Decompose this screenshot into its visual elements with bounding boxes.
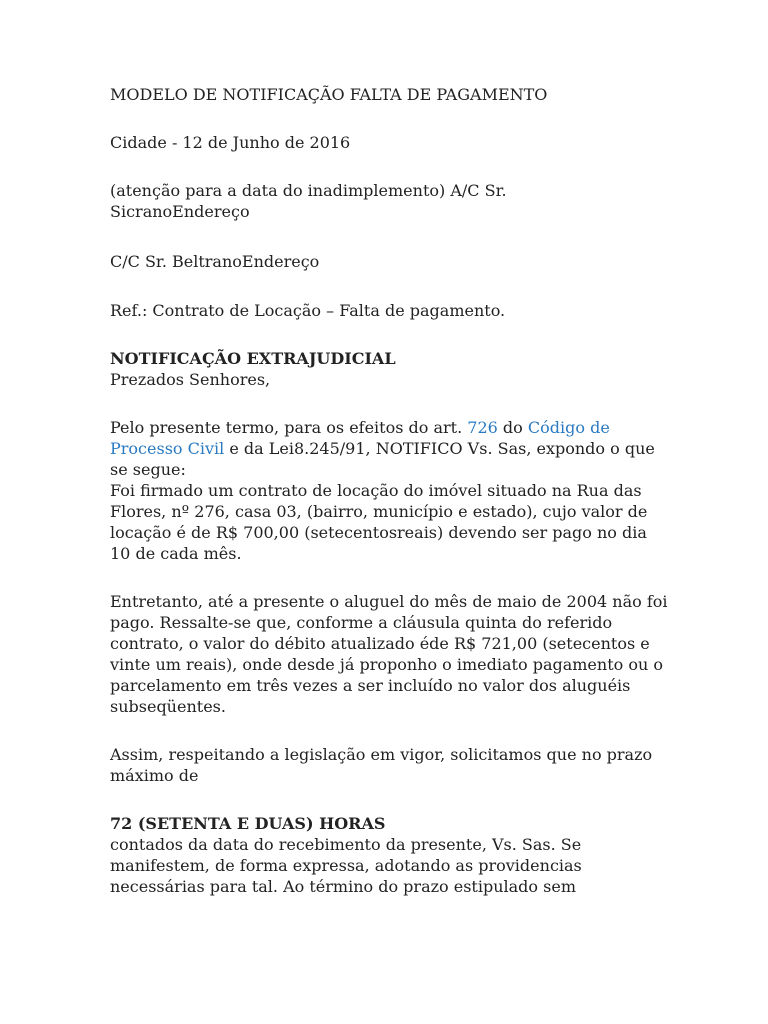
notification-heading: NOTIFICAÇÃO EXTRAJUDICIAL (110, 349, 396, 368)
entretanto-paragraph: Entretanto, até a presente o aluguel do mês de maio de 2004 não foi pago. Ressalte-se que, conforme a cláusula quinta do referido contrato, o valor do débito atualizado éde R$ 721,00 (setecentos e vinte um reais), onde desde já proponho o imediato pagamento ou o parcelamento em três vezes a ser incluído no valor dos aluguéis subseqüentes. (110, 592, 668, 716)
hours-heading: 72 (SETENTA E DUAS) HORAS (110, 814, 386, 833)
date-line: Cidade - 12 de Junho de 2016 (110, 133, 351, 152)
intro-text-between: do (497, 418, 528, 437)
intro-text-before: Pelo presente termo, para os efeitos do art. (110, 418, 468, 437)
attention-block (110, 180, 670, 222)
closing-paragraph: contados da data do recebimento da presente, Vs. Sas. Se manifestem, de forma expressa, adotando as providencias necessárias para tal. Ao término do prazo estipulado sem (110, 835, 582, 896)
intro-and-contract-block (110, 417, 670, 564)
document-page (110, 84, 670, 897)
codigo-processo-civil-link[interactable]: Código de Processo Civil (110, 418, 610, 458)
assim-paragraph: Assim, respeitando a legislação em vigor, solicitamos que no prazo máximo de (110, 745, 653, 785)
cc-line: C/C Sr. BeltranoEndereço (110, 252, 320, 271)
contract-paragraph: Foi firmado um contrato de locação do imóvel situado na Rua das Flores, nº 276, casa 03, (bairro, município e estado), cujo valor de locação é de R$ 700,00 (setecentosreais) devendo ser pago no dia 10 de cada mês. (110, 481, 648, 563)
intro-paragraph (110, 417, 670, 480)
document-title: MODELO DE NOTIFICAÇÃO FALTA DE PAGAMENTO (110, 85, 548, 104)
attention-line: (atenção para a data do inadimplemento) A/C Sr. (110, 181, 507, 200)
addressee-line: SicranoEndereço (110, 202, 250, 221)
intro-text-after: e da Lei8.245/91, NOTIFICO Vs. Sas, expondo o que se segue: (110, 439, 655, 479)
greeting: Prezados Senhores, (110, 370, 271, 389)
reference-line: Ref.: Contrato de Locação – Falta de pagamento. (110, 301, 506, 320)
article-726-link[interactable]: 726 (467, 418, 498, 437)
